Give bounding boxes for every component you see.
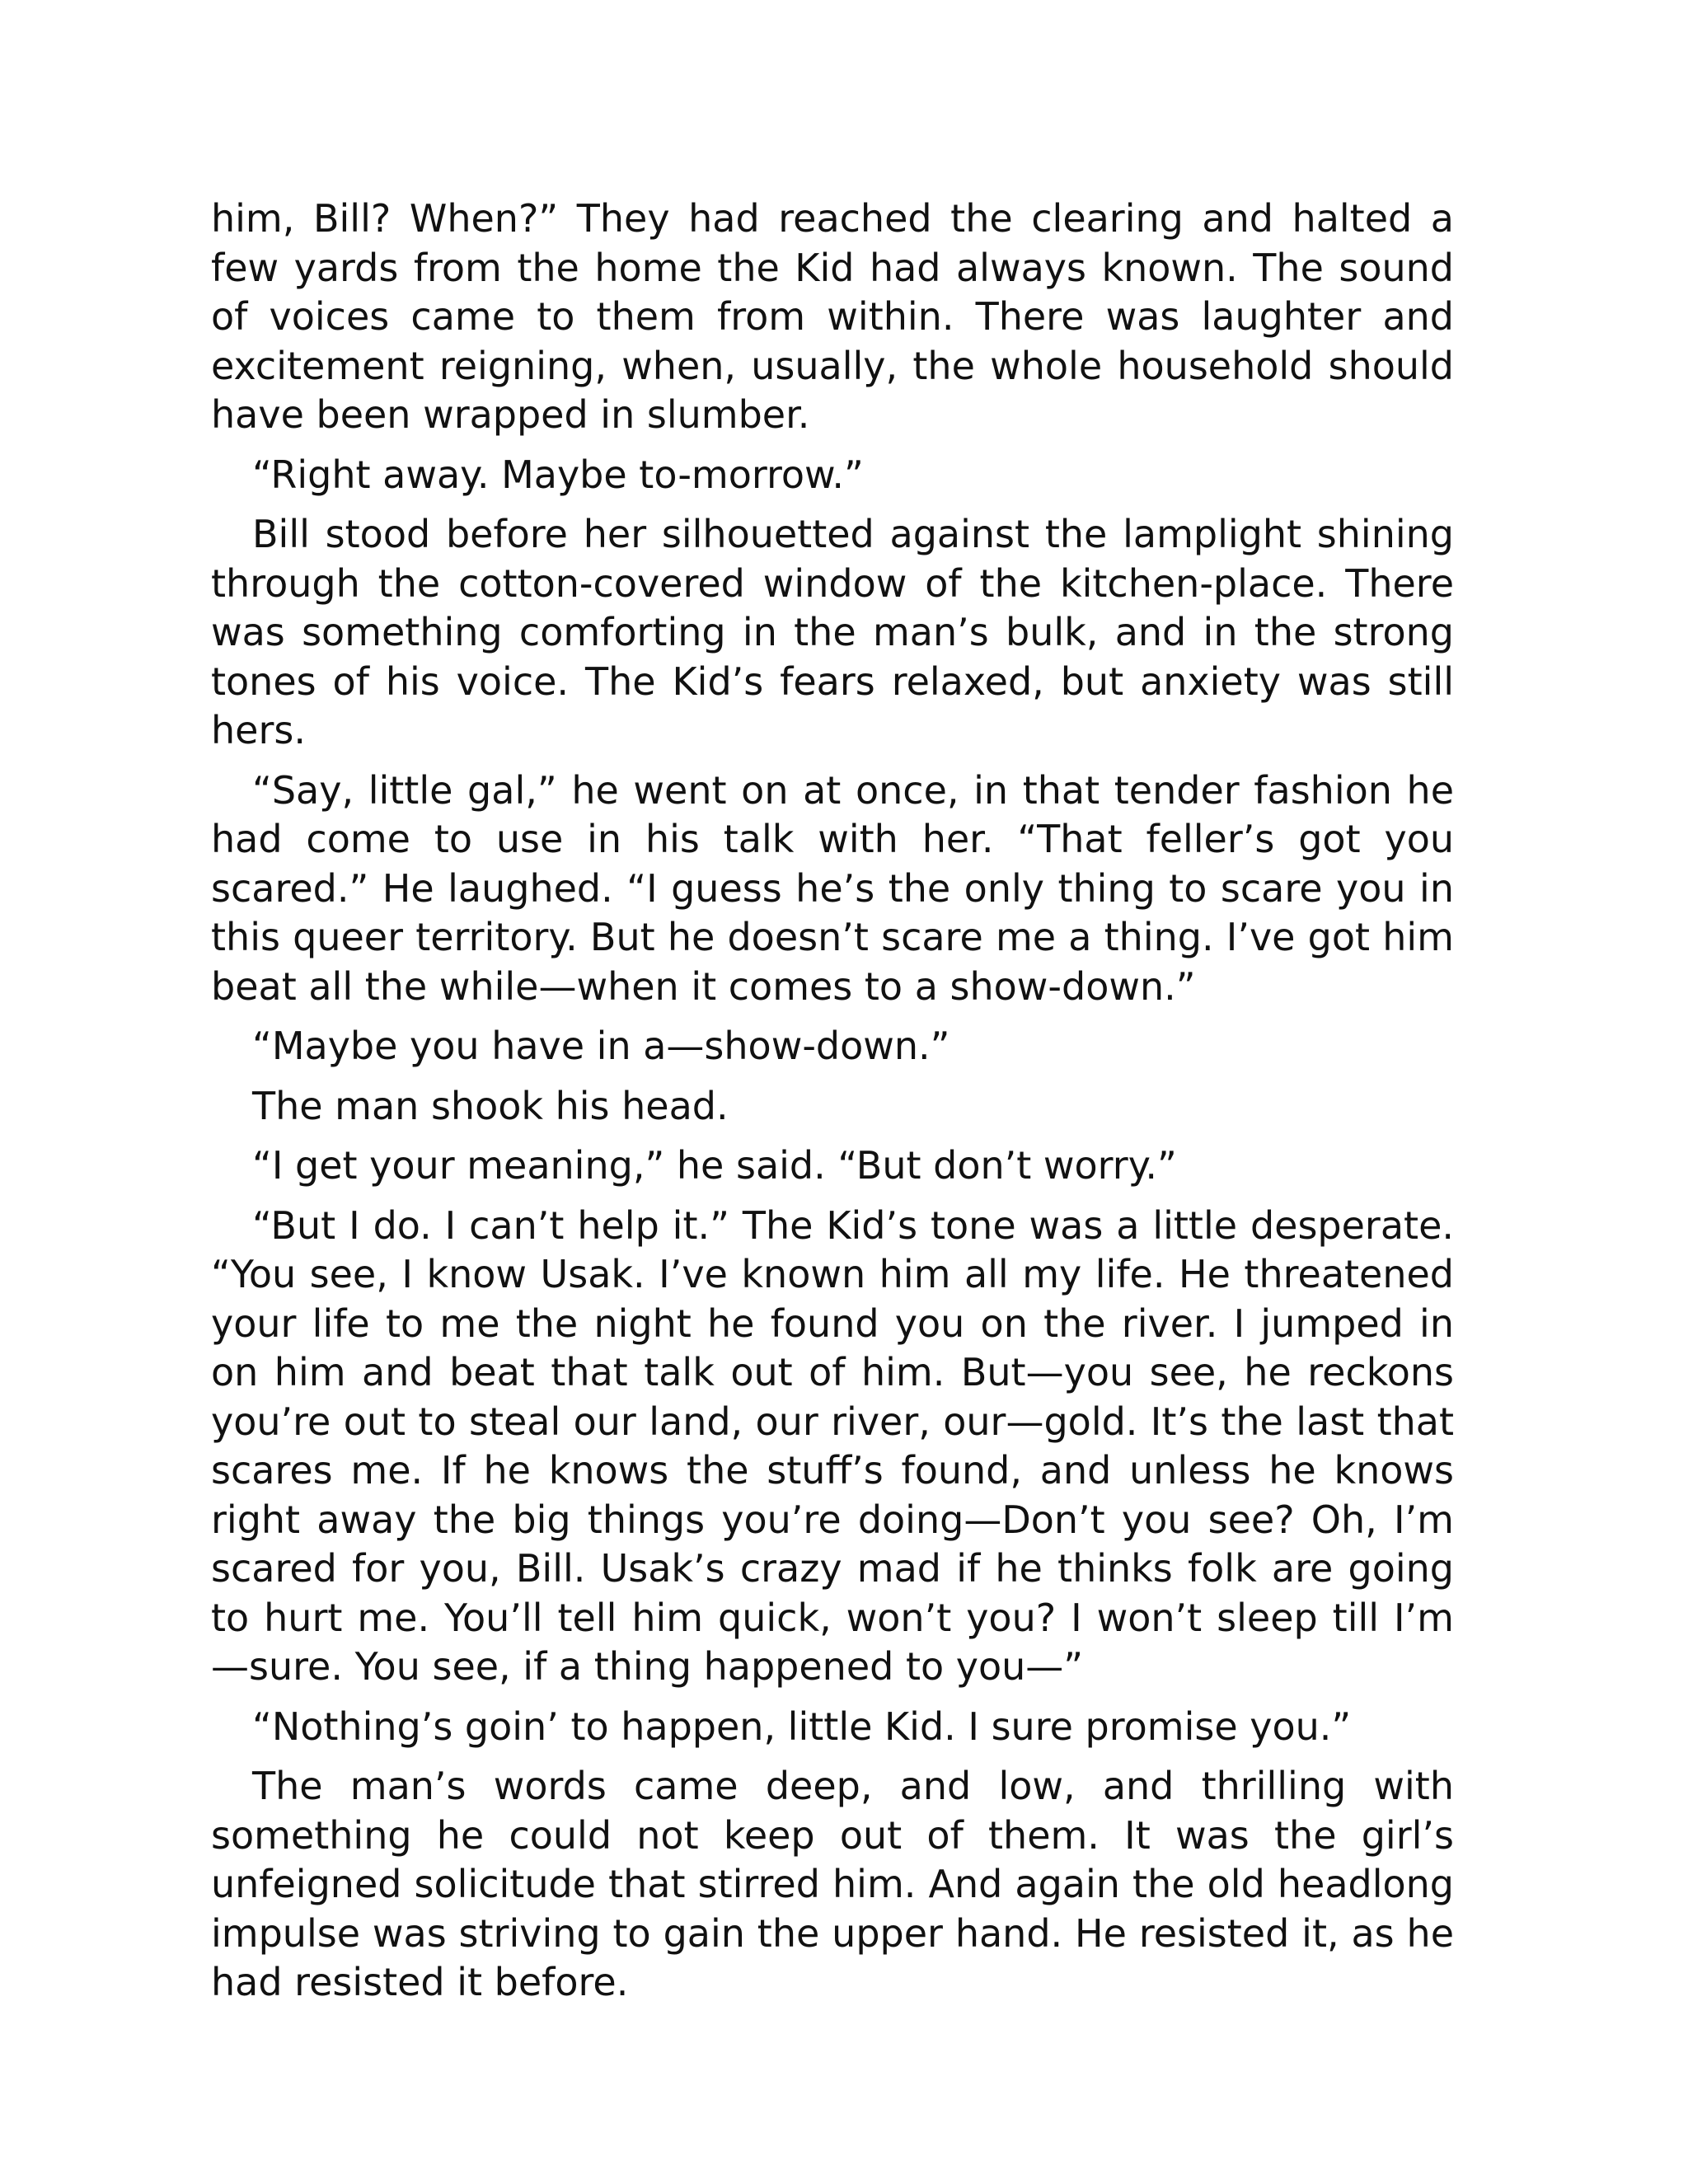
paragraph-9: “Nothing’s goin’ to happen, little Kid. I sure promise you.” — [252, 1704, 1352, 1749]
paragraph-10: The man’s words came deep, and low, and thrilling with something he could not keep out of them. It was the girl’s unfeigned solicitude that stirred him. And again the old headlong impulse was striving to gain the upper hand. He resisted it, as he had resisted it before. — [211, 1764, 1454, 2004]
paragraph-6: The man shook his head. — [252, 1083, 729, 1128]
paragraph-1: him, Bill? When?” They had reached the clearing and halted a few yards from the home the Kid had always known. The sound of voices came to them from within. There was laughter and excitement reigning, when, usually, the whole household should have been wrapped in slumber. — [211, 196, 1454, 437]
paragraph-7: “I get your meaning,” he said. “But don’t worry.” — [252, 1143, 1177, 1188]
paragraph-8: “But I do. I can’t help it.” The Kid’s tone was a little desperate. “You see, I know Usak. I’ve known him all my life. He threatened your life to me the night he found you on the river. I jumped in on him and beat that talk out of him. But—you see, he reckons you’re out to steal our land, our river, our—gold. It’s the last that scares me. If he knows the stuff’s found, and unless he knows right away the big things you’re doing—Don’t you see? Oh, I’m scared for you, Bill. Usak’s crazy mad if he thinks folk are going to hurt me. You’ll tell him quick, won’t you? I won’t sleep till I’m—sure. You see, if a thing happened to you—” — [211, 1202, 1454, 1689]
paragraph-2: “Right away. Maybe to-morrow.” — [252, 452, 864, 497]
book-page — [211, 194, 1454, 2018]
paragraph-4: “Say, little gal,” he went on at once, in that tender fashion he had come to use in his talk with her. “That feller’s got you scared.” He laughed. “I guess he’s the only thing to scare you in this queer territory. But he doesn’t scare me a thing. I’ve got him beat all the while—when it comes to a show-down.” — [211, 767, 1454, 1009]
paragraph-5: “Maybe you have in a—show-down.” — [252, 1024, 950, 1068]
paragraph-3: Bill stood before her silhouetted against the lamplight shining through the cotton-covered window of the kitchen-place. There was something comforting in the man’s bulk, and in the strong tones of his voice. The Kid’s fears relaxed, but anxiety was still hers. — [211, 512, 1454, 752]
